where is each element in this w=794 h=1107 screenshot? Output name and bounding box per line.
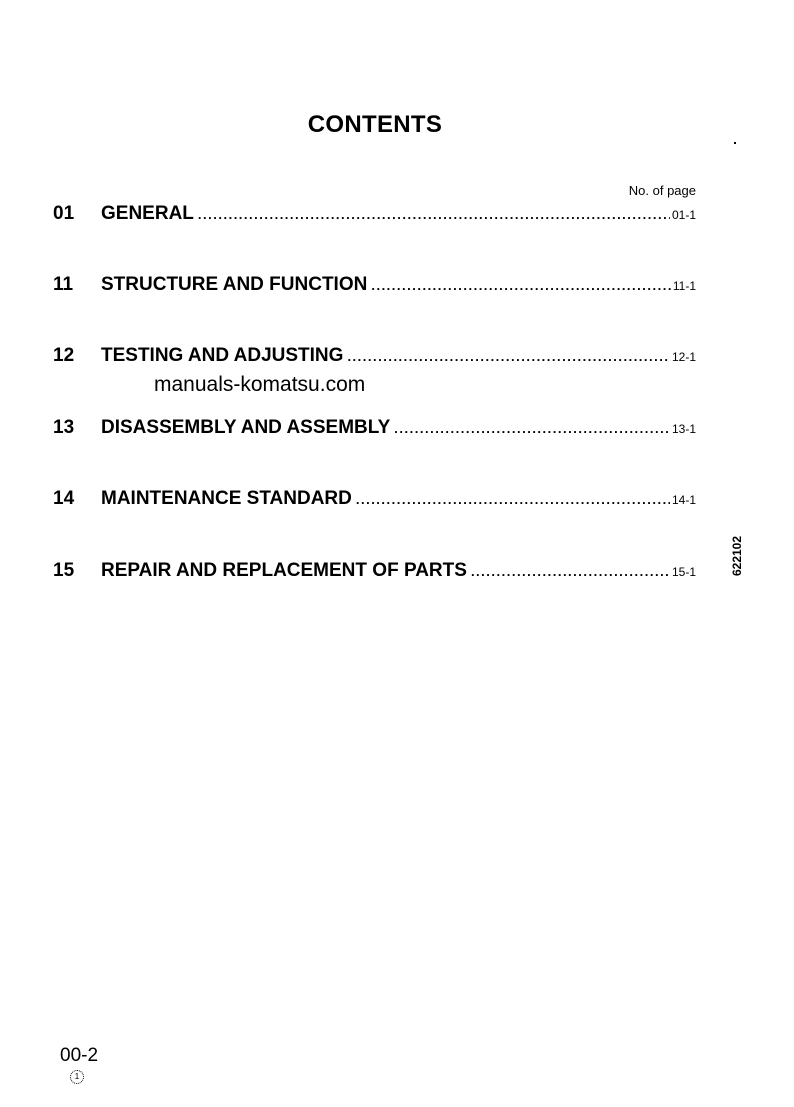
- toc-title[interactable]: GENERAL: [101, 203, 194, 224]
- toc-number: 13: [53, 417, 75, 438]
- toc-title[interactable]: STRUCTURE AND FUNCTION: [101, 274, 368, 295]
- toc-number: 12: [53, 345, 75, 366]
- watermark-text: manuals-komatsu.com: [154, 373, 366, 396]
- page-column-label: No. of page: [628, 183, 696, 198]
- document-id-text: 622102: [730, 535, 744, 577]
- toc-page: 13-1: [671, 422, 696, 436]
- toc-page: 01-1: [671, 208, 696, 222]
- scan-speck: [734, 142, 736, 144]
- toc-number: 01: [53, 203, 75, 224]
- toc-page: 15-1: [671, 565, 696, 579]
- toc-entry[interactable]: [53, 203, 696, 227]
- toc-page: 11-1: [672, 279, 696, 293]
- dot-leader: [356, 492, 670, 507]
- toc-entry[interactable]: [53, 488, 696, 512]
- footer-page-number: 00-2: [60, 1045, 99, 1066]
- toc-number: 15: [53, 560, 75, 581]
- toc-entry[interactable]: [53, 417, 696, 441]
- toc-page: 14-1: [671, 493, 696, 507]
- toc-page: 12-1: [671, 350, 696, 364]
- revision-mark-icon: 1: [70, 1070, 84, 1084]
- toc-title[interactable]: DISASSEMBLY AND ASSEMBLY: [101, 417, 391, 438]
- toc-entry[interactable]: [53, 345, 696, 369]
- toc-entry[interactable]: [53, 274, 696, 298]
- toc-title[interactable]: MAINTENANCE STANDARD: [101, 488, 352, 509]
- toc-entry[interactable]: [53, 560, 696, 584]
- dot-leader: [394, 421, 670, 436]
- toc-title[interactable]: TESTING AND ADJUSTING: [101, 345, 344, 366]
- toc-number: 11: [53, 274, 74, 295]
- toc-number: 14: [53, 488, 75, 509]
- toc-title[interactable]: REPAIR AND REPLACEMENT OF PARTS: [101, 560, 467, 581]
- page-title: CONTENTS: [307, 111, 443, 138]
- dot-leader: [471, 564, 670, 579]
- dot-leader: [347, 349, 670, 364]
- document-id: [727, 536, 747, 576]
- dot-leader: [198, 207, 670, 222]
- dot-leader: [371, 278, 671, 293]
